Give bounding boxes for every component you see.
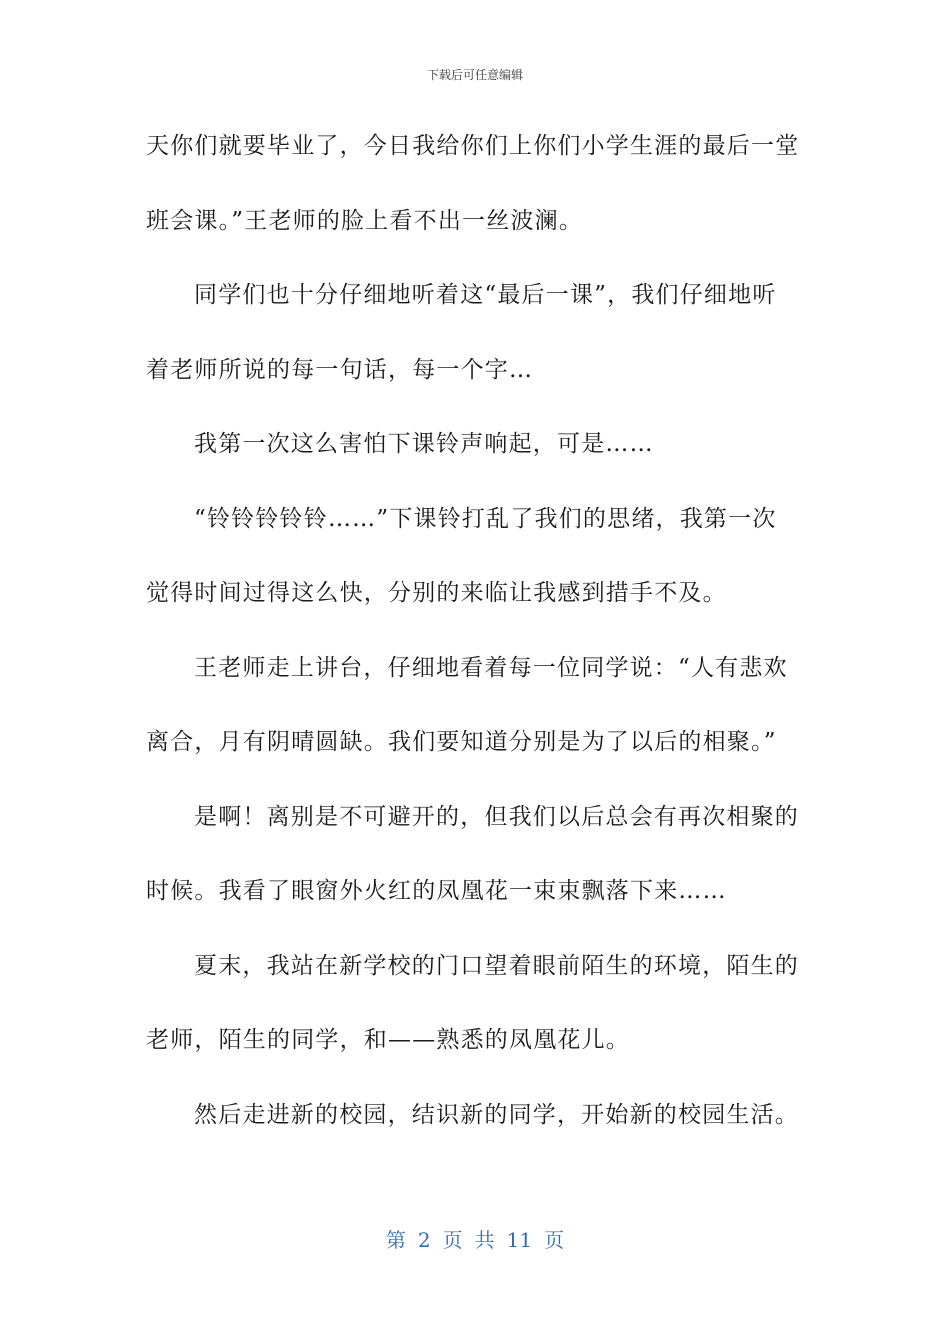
text-line: 是啊！离别是不可避开的，但我们以后总会有再次相聚的: [194, 803, 799, 830]
total-page-count: 11: [506, 1228, 533, 1252]
text-line: 王老师走上讲台，仔细地看着每一位同学说：“人有悲欢: [194, 654, 788, 681]
footer-mid2: 共: [474, 1228, 495, 1252]
footer-mid1: 页: [442, 1228, 463, 1252]
page-footer: [0, 1224, 950, 1253]
page-header: 下载后可任意编辑: [426, 68, 523, 82]
footer-suffix: 页: [544, 1228, 565, 1252]
document-body: [146, 120, 800, 1163]
footer-prefix: 第: [385, 1228, 406, 1252]
text-line: 我第一次这么害怕下课铃声响起，可是……: [194, 431, 654, 457]
text-line: 然后走进新的校园，结识新的同学，开始新的校园生活。: [194, 1101, 799, 1128]
current-page-number: 2: [417, 1228, 431, 1252]
text-line: “铃铃铃铃铃……”下课铃打乱了我们的思绪，我第一次: [194, 505, 777, 532]
text-line: 班会课。”王老师的脸上看不出一丝波澜。: [146, 207, 584, 234]
text-line: 夏末，我站在新学校的门口望着眼前陌生的环境，陌生的: [194, 952, 799, 979]
text-line: 同学们也十分仔细地听着这“最后一课”，我们仔细地听: [194, 282, 777, 308]
text-line: 天你们就要毕业了，今日我给你们上你们小学生涯的最后一堂: [146, 133, 800, 159]
text-line: 老师，陌生的同学，和——熟悉的凤凰花儿。: [146, 1027, 630, 1053]
text-line: 时候。我看了眼窗外火红的凤凰花一束束飘落下来……: [146, 878, 727, 904]
text-line: 觉得时间过得这么快，分别的来临让我感到措手不及。: [146, 580, 727, 606]
text-line: 着老师所说的每一句话，每一个字…: [146, 356, 534, 383]
text-line: 离合，月有阴晴圆缺。我们要知道分别是为了以后的相聚。”: [146, 729, 777, 755]
